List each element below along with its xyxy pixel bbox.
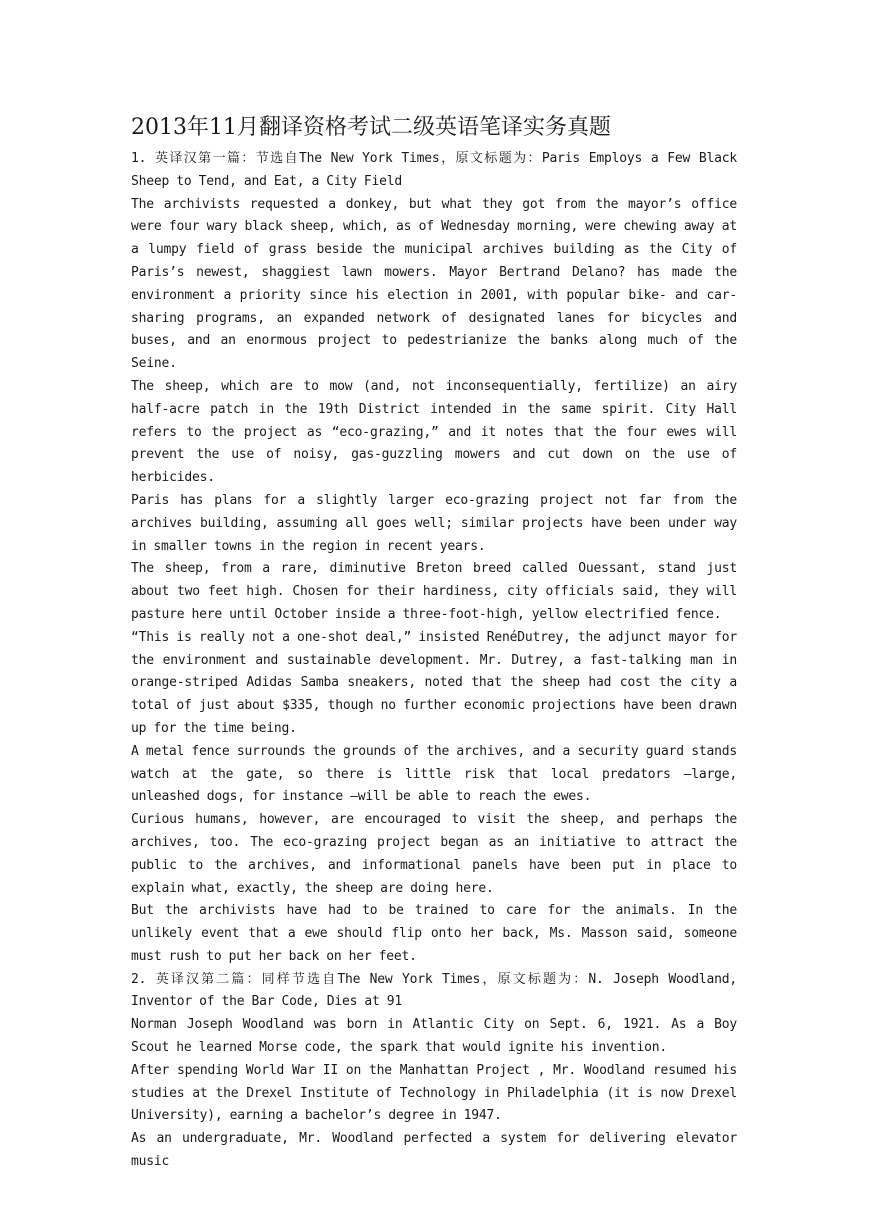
section-heading-1: 1. 英译汉第一篇：节选自The New York Times，原文标题为：Paris Employs a Few Black Sheep to Tend, and Eat, a City Field [131,151,737,189]
paragraph: Curious humans, however, are encouraged to visit the sheep, and perhaps the archives, too. The eco-grazing project began as an initiative to attract the public to the archives, and informational panels have been put in place to explain what, exactly, the sheep are doing here. [131,812,737,896]
paragraph: “This is really not a one-shot deal,” insisted RenéDutrey, the adjunct mayor for the environment and sustainable development. Mr. Dutrey, a fast-talking man in orange-striped Adidas Samba sneakers, noted that the sheep had cost the city a total of just about $335, though no further economic projections have been drawn up for the time being. [131,629,737,736]
paragraph: As an undergraduate, Mr. Woodland perfected a system for delivering elevator music [131,1131,737,1170]
paragraph: The sheep, which are to mow (and, not inconsequentially, fertilize) an airy half-acre patch in the 19th District intended in the same spirit. City Hall refers to the project as “eco-grazing,” and it notes that the four ewes will prevent the use of noisy, gas-guzzling mowers and cut down on the use of herbicides. [131,378,737,486]
section-heading-2: 2. 英译汉第二篇：同样节选自The New York Times，原文标题为：N. Joseph Woodland, Inventor of the Bar Code, Dies at 91 [131,971,737,1010]
document-page [131,112,737,1174]
paragraph: Norman Joseph Woodland was born in Atlantic City on Sept. 6, 1921. As a Boy Scout he learned Morse code, the spark that would ignite his invention. [131,1017,737,1056]
paragraph: The sheep, from a rare, diminutive Breton breed called Ouessant, stand just about two feet high. Chosen for their hardiness, city officials said, they will pasture here until October inside a three-foot-high, yellow electrified fence. [131,561,737,622]
paragraph: But the archivists have had to be trained to care for the animals. In the unlikely event that a ewe should flip onto her back, Ms. Masson said, someone must rush to put her back on her feet. [131,903,737,964]
paragraph: The archivists requested a donkey, but what they got from the mayor’s office were four wary black sheep, which, as of Wednesday morning, were chewing away at a lumpy field of grass beside the municipal archives building as the City of Paris’s newest, shaggiest lawn mowers. Mayor Bertrand Delano? has made the environment a priority since his election in 2001, with popular bike- and car-sharing programs, an expanded network of designated lanes for bicycles and buses, and an enormous project to pedestrianize the banks along much of the Seine. [131,196,737,372]
document-title: 2013年11月翻译资格考试二级英语笔译实务真题 [131,115,611,140]
paragraph: After spending World War II on the Manhattan Project , Mr. Woodland resumed his studies at the Drexel Institute of Technology in Philadelphia (it is now Drexel University), earning a bachelor’s degree in 1947. [131,1062,737,1124]
paragraph: Paris has plans for a slightly larger eco-grazing project not far from the archives building, assuming all goes well; similar projects have been under way in smaller towns in the region in recent years. [131,492,737,554]
paragraph: A metal fence surrounds the grounds of the archives, and a security guard stands watch at the gate, so there is little risk that local predators —large, unleashed dogs, for instance —will be able to reach the ewes. [131,743,737,805]
